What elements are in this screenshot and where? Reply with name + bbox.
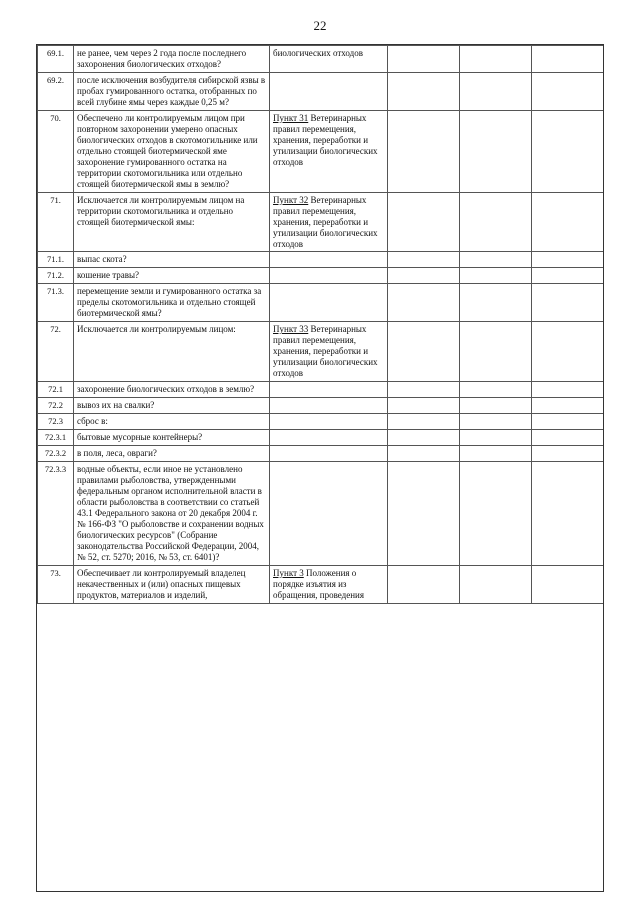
- answer-cell[interactable]: [460, 430, 532, 446]
- legal-reference: [270, 398, 388, 414]
- question-text: вывоз их на свалки?: [74, 398, 270, 414]
- legal-reference: [270, 46, 388, 73]
- answer-cell[interactable]: [388, 430, 460, 446]
- answer-cell[interactable]: [532, 398, 605, 414]
- question-text: не ранее, чем через 2 года после последнего захоронения биологических отходов?: [74, 46, 270, 73]
- answer-cell[interactable]: [532, 446, 605, 462]
- answer-cell[interactable]: [460, 268, 532, 284]
- answer-cell[interactable]: [532, 284, 605, 322]
- answer-cell[interactable]: [460, 398, 532, 414]
- answer-cell[interactable]: [388, 382, 460, 398]
- answer-cell[interactable]: [532, 322, 605, 382]
- reference-text: Ветеринарных правил перемещения, хранения, переработки и утилизации биологических отходов: [273, 112, 378, 167]
- reference-text: биологических отходов: [273, 48, 363, 58]
- reference-link[interactable]: Пункт 33: [273, 324, 309, 335]
- item-number: 69.2.: [38, 72, 74, 110]
- answer-cell[interactable]: [532, 268, 605, 284]
- table-row: [38, 268, 605, 284]
- reference-text: Ветеринарных правил перемещения, хранения, переработки и утилизации биологических отходов: [273, 194, 378, 249]
- question-text: кошение травы?: [74, 268, 270, 284]
- legal-reference: [270, 268, 388, 284]
- answer-cell[interactable]: [460, 192, 532, 252]
- answer-cell[interactable]: [532, 72, 605, 110]
- answer-cell[interactable]: [388, 322, 460, 382]
- question-text: в поля, леса, овраги?: [74, 446, 270, 462]
- table-row: [38, 72, 605, 110]
- answer-cell[interactable]: [460, 110, 532, 192]
- item-number: 72.3.1: [38, 430, 74, 446]
- legal-reference: [270, 110, 388, 192]
- item-number: 72.1: [38, 382, 74, 398]
- question-text: Исключается ли контролируемым лицом на территории скотомогильника и отдельно стоящей биотермической ямы:: [74, 192, 270, 252]
- item-number: 71.: [38, 192, 74, 252]
- item-number: 72.3.3: [38, 462, 74, 566]
- table-row: [38, 414, 605, 430]
- question-text: водные объекты, если иное не установлено правилами рыболовства, утвержденными федеральным органом исполнительной власти в области рыболовства в соответствии со статьей 43.1 Федерального закона от 20 декабря 2004 г. № 166-ФЗ "О рыболовстве и сохранении водных биологических ресурсов" (Собрание законодательства Российской Федерации, 2004, № 52, ст. 5270; 2016, № 53, ст. 6401)?: [74, 462, 270, 566]
- table-row: [38, 46, 605, 73]
- reference-text: Положения о порядке изъятия из обращения, проведения: [273, 567, 365, 600]
- legal-reference: [270, 72, 388, 110]
- legal-reference: [270, 462, 388, 566]
- legal-reference: [270, 192, 388, 252]
- reference-link[interactable]: Пункт 3: [273, 567, 304, 578]
- item-number: 72.3: [38, 414, 74, 430]
- answer-cell[interactable]: [388, 398, 460, 414]
- answer-cell[interactable]: [460, 414, 532, 430]
- item-number: 72.: [38, 322, 74, 382]
- question-text: Исключается ли контролируемым лицом:: [74, 322, 270, 382]
- question-text: после исключения возбудителя сибирской язвы в пробах гумированного остатка, отобранных по всей глубине ямы через каждые 0,25 м?: [74, 72, 270, 110]
- answer-cell[interactable]: [532, 382, 605, 398]
- answer-cell[interactable]: [532, 565, 605, 603]
- table-row: [38, 382, 605, 398]
- answer-cell[interactable]: [532, 414, 605, 430]
- page-number: 22: [313, 18, 327, 33]
- answer-cell[interactable]: [460, 46, 532, 73]
- item-number: 70.: [38, 110, 74, 192]
- table-row: [38, 322, 605, 382]
- table-row: [38, 446, 605, 462]
- answer-cell[interactable]: [388, 46, 460, 73]
- table-row: [38, 192, 605, 252]
- answer-cell[interactable]: [532, 462, 605, 566]
- table-body: [38, 46, 605, 604]
- answer-cell[interactable]: [532, 46, 605, 73]
- legal-reference: [270, 252, 388, 268]
- question-text: бытовые мусорные контейнеры?: [74, 430, 270, 446]
- answer-cell[interactable]: [388, 284, 460, 322]
- question-text: Обеспечено ли контролируемым лицом при повторном захоронении умерено опасных биологических отходов в скотомогильнике или отдельно стоящей биотермической яме захоронение гумированного остатка на территории скотомогильника или отдельно стоящей биотермической ямы в землю?: [74, 110, 270, 192]
- item-number: 72.2: [38, 398, 74, 414]
- question-text: захоронение биологических отходов в землю?: [74, 382, 270, 398]
- question-text: Обеспечивает ли контролируемый владелец некачественных и (или) опасных пищевых продуктов, материалов и изделий,: [74, 565, 270, 603]
- answer-cell[interactable]: [460, 252, 532, 268]
- legal-reference: [270, 322, 388, 382]
- table-row: [38, 284, 605, 322]
- question-text: выпас скота?: [74, 252, 270, 268]
- table-row: [38, 252, 605, 268]
- answer-cell[interactable]: [460, 462, 532, 566]
- item-number: 69.1.: [38, 46, 74, 73]
- answer-cell[interactable]: [532, 192, 605, 252]
- answer-cell[interactable]: [460, 565, 532, 603]
- table-row: [38, 398, 605, 414]
- answer-cell[interactable]: [388, 414, 460, 430]
- legal-reference: [270, 565, 388, 603]
- legal-reference: [270, 430, 388, 446]
- item-number: 71.3.: [38, 284, 74, 322]
- table-row: [38, 110, 605, 192]
- item-number: 71.1.: [38, 252, 74, 268]
- table-row: [38, 430, 605, 446]
- legal-reference: [270, 414, 388, 430]
- question-text: перемещение земли и гумированного остатка за пределы скотомогильника и отдельно стоящей биотермической ямы?: [74, 284, 270, 322]
- reference-text: Ветеринарных правил перемещения, хранения, переработки и утилизации биологических отходов: [273, 324, 378, 379]
- answer-cell[interactable]: [388, 252, 460, 268]
- answer-cell[interactable]: [388, 446, 460, 462]
- answer-cell[interactable]: [388, 192, 460, 252]
- legal-reference: [270, 382, 388, 398]
- answer-cell[interactable]: [388, 462, 460, 566]
- checklist-table-frame: [36, 44, 604, 892]
- legal-reference: [270, 446, 388, 462]
- answer-cell[interactable]: [532, 252, 605, 268]
- reference-link[interactable]: Пункт 32: [273, 194, 309, 205]
- answer-cell[interactable]: [460, 72, 532, 110]
- item-number: 71.2.: [38, 268, 74, 284]
- answer-cell[interactable]: [388, 565, 460, 603]
- answer-cell[interactable]: [460, 322, 532, 382]
- item-number: 72.3.2: [38, 446, 74, 462]
- reference-link[interactable]: Пункт 31: [273, 112, 309, 123]
- answer-cell[interactable]: [388, 72, 460, 110]
- legal-reference: [270, 284, 388, 322]
- answer-cell[interactable]: [532, 430, 605, 446]
- item-number: 73.: [38, 565, 74, 603]
- answer-cell[interactable]: [532, 110, 605, 192]
- answer-cell[interactable]: [460, 382, 532, 398]
- question-text: сброс в:: [74, 414, 270, 430]
- answer-cell[interactable]: [388, 110, 460, 192]
- table-row: [38, 462, 605, 566]
- checklist-table: [37, 45, 604, 604]
- answer-cell[interactable]: [388, 268, 460, 284]
- answer-cell[interactable]: [460, 284, 532, 322]
- answer-cell[interactable]: [460, 446, 532, 462]
- table-row: [38, 565, 605, 603]
